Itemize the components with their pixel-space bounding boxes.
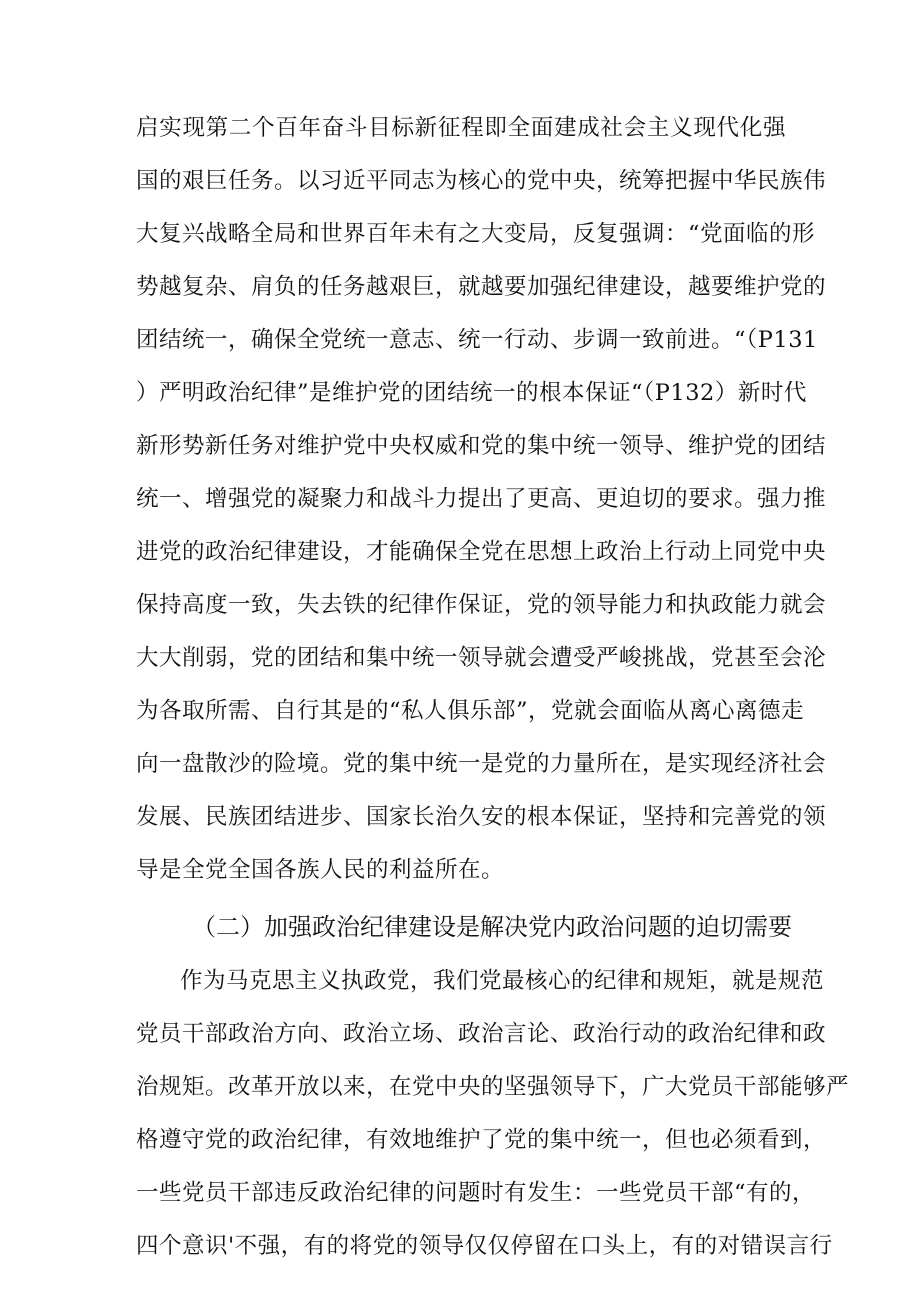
paragraph-line: 作为马克思主义执政党，我们党最核心的纪律和规矩，就是规范 bbox=[180, 968, 825, 994]
paragraph-line: 团结统一，确保全党统一意志、统一行动、步调一致前进。“（P131 bbox=[136, 327, 818, 353]
paragraph-line: 一些党员干部违反政治纪律的问题时有发生：一些党员干部“有的， bbox=[136, 1180, 816, 1206]
paragraph-line: 党员干部政治方向、政治立场、政治言论、政治行动的政治纪律和政 bbox=[136, 1021, 827, 1047]
section-heading: （二）加强政治纪律建设是解决党内政治问题的迫切需要 bbox=[192, 913, 792, 941]
paragraph-line: 进党的政治纪律建设，才能确保全党在思想上政治上行动上同党中央 bbox=[136, 539, 827, 565]
paragraph-line: 国的艰巨任务。以习近平同志为核心的党中央，统筹把握中华民族伟 bbox=[136, 168, 827, 194]
paragraph-line: 四个意识'不强，有的将党的领导仅仅停留在口头上，有的对错误言行 bbox=[136, 1233, 833, 1259]
paragraph-line: 保持高度一致，失去铁的纪律作保证，党的领导能力和执政能力就会 bbox=[136, 592, 827, 618]
paragraph-line: 统一、增强党的凝聚力和战斗力提出了更高、更迫切的要求。强力推 bbox=[136, 486, 827, 512]
paragraph-line: 新形势新任务对维护党中央权威和党的集中统一领导、维护党的团结 bbox=[136, 433, 827, 459]
paragraph-line: 导是全党全国各族人民的利益所在。 bbox=[136, 857, 505, 883]
paragraph-line: 向一盘散沙的险境。党的集中统一是党的力量所在，是实现经济社会 bbox=[136, 751, 827, 777]
paragraph-line: 大大削弱，党的团结和集中统一领导就会遭受严峻挑战，党甚至会沦 bbox=[136, 645, 827, 671]
paragraph-line: 启实现第二个百年奋斗目标新征程即全面建成社会主义现代化强 bbox=[136, 115, 786, 141]
paragraph-line: 格遵守党的政治纪律，有效地维护了党的集中统一，但也必须看到， bbox=[136, 1127, 827, 1153]
paragraph-line: 势越复杂、肩负的任务越艰巨，就越要加强纪律建设，越要维护党的 bbox=[136, 274, 827, 300]
paragraph-line: 治规矩。改革开放以来，在党中央的坚强领导下，广大党员干部能够严 bbox=[136, 1074, 850, 1100]
paragraph-line: ）严明政治纪律”是维护党的团结统一的根本保证“（P132）新时代 bbox=[136, 380, 807, 406]
paragraph-line: 大复兴战略全局和世界百年未有之大变局，反复强调：“党面临的形 bbox=[136, 221, 816, 247]
paragraph-line: 发展、民族团结进步、国家长治久安的根本保证，坚持和完善党的领 bbox=[136, 804, 827, 830]
paragraph-line: 为各取所需、自行其是的“私人俱乐部”，党就会面临从离心离德走 bbox=[136, 698, 805, 724]
